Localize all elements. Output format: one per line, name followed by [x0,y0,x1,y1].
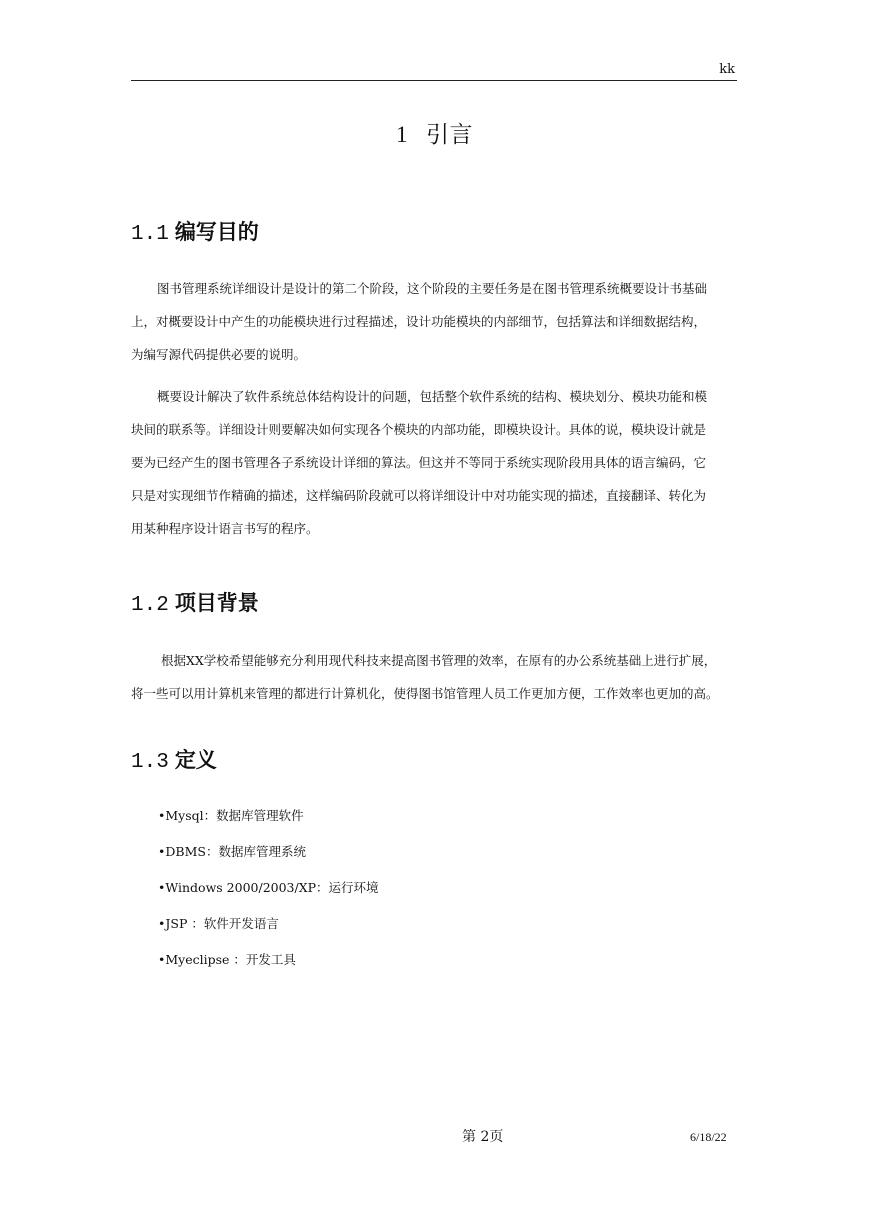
list-item: •Windows 2000/2003/XP：运行环境 [158,880,379,895]
section-heading-1-1 [131,216,259,246]
text-line: 块间的联系等。详细设计则要解决如何实现各个模块的内部功能，即模块设计。具体的说，模块设计就是 [131,422,707,437]
section-title: 项目背景 [174,591,259,615]
section-number: 1.2 [131,594,169,617]
text-line: 上，对概要设计中产生的功能模块进行过程描述，设计功能模块的内部细节，包括算法和详细数据结构， [131,314,707,329]
section-title: 编写目的 [174,220,259,244]
page-number: 第 2页 [462,1129,504,1145]
paragraph-purpose-1 [131,272,737,371]
text-line: 图书管理系统详细设计是设计的第二个阶段，这个阶段的主要任务是在图书管理系统概要设计书基础 [157,281,708,296]
list-item: •JSP ：软件开发语言 [158,916,279,931]
section-title: 定义 [174,748,217,772]
text-line: 只是对实现细节作精确的描述，这样编码阶段就可以将详细设计中对功能实现的描述，直接翻译、转化为 [131,488,707,503]
text-line: 为编写源代码提供必要的说明。 [131,347,307,362]
section-heading-1-3 [131,744,217,774]
list-item: •DBMS：数据库管理系统 [158,844,306,859]
section-heading-1-2 [131,587,259,617]
text-line: 要为已经产生的图书管理各子系统设计详细的算法。但这并不等同于系统实现阶段用具体的语言编码，它 [131,455,707,470]
chapter-number: 1 [396,122,408,147]
page-header [131,62,737,81]
list-item: •Myeclipse ：开发工具 [158,952,296,967]
section-number: 1.1 [131,223,169,246]
text-line: 将一些可以用计算机来管理的都进行计算机化，使得图书馆管理人员工作更加方便，工作效率也更加的高。 [131,686,719,701]
paragraph-purpose-2 [131,380,737,545]
chapter-title [0,116,869,149]
text-line: 用某种程序设计语言书写的程序。 [131,521,319,536]
list-item: •Mysql：数据库管理软件 [158,808,304,823]
text-line: 概要设计解决了软件系统总体结构设计的问题，包括整个软件系统的结构、模块划分、模块功能和模 [157,389,708,404]
header-text: kk [719,62,735,77]
section-number: 1.3 [131,751,169,774]
paragraph-background [131,644,737,710]
definitions-list [158,807,379,987]
text-line: 根据XX学校希望能够充分利用现代科技来提高图书管理的效率，在原有的办公系统基础上进行扩展， [161,653,717,668]
footer-date: 6/18/22 [690,1130,727,1144]
chapter-title-text: 引言 [426,122,473,148]
